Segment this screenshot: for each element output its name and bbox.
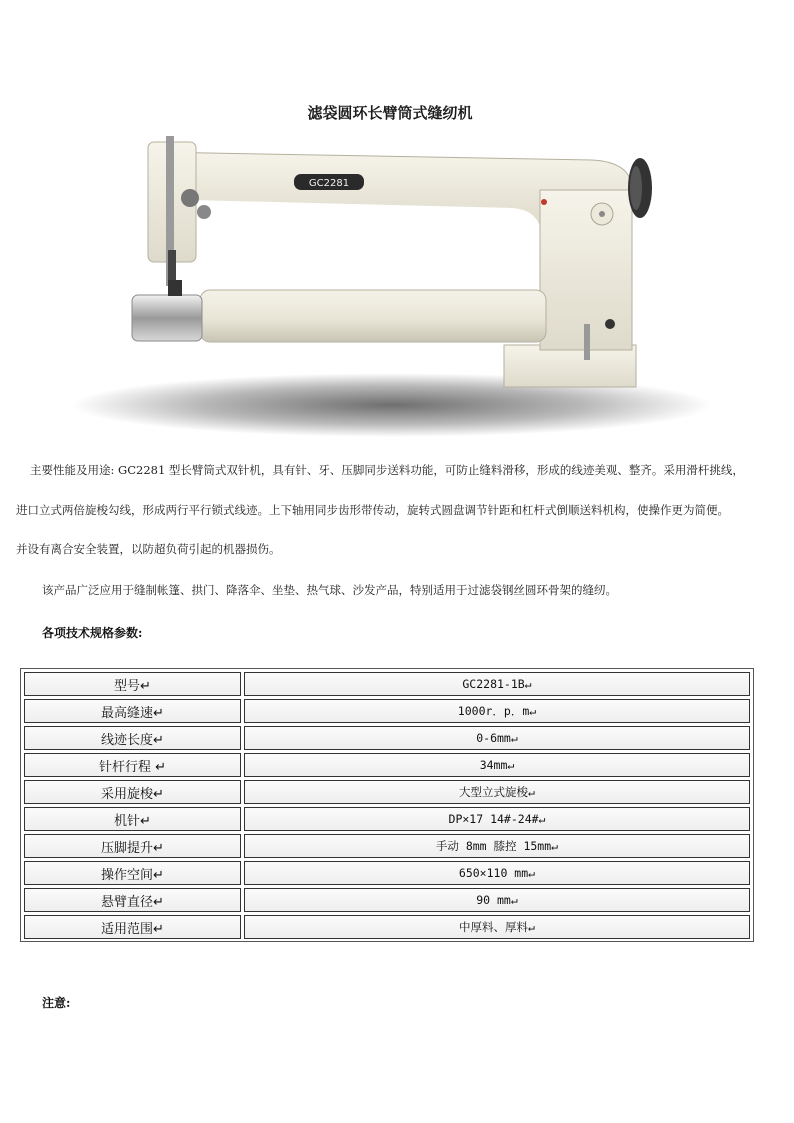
intro-line-3: 并设有离合安全装置，以防超负荷引起的机器损伤。	[16, 542, 281, 556]
table-row	[24, 726, 750, 750]
table-row	[24, 834, 750, 858]
spec-value: 1000r．p．m↵	[244, 699, 750, 723]
table-row	[24, 861, 750, 885]
spec-label: 型号↵	[24, 672, 241, 696]
spec-value: GC2281-1B↵	[244, 672, 750, 696]
table-row	[24, 672, 750, 696]
table-row	[24, 780, 750, 804]
spec-label: 悬臂直径↵	[24, 888, 241, 912]
table-row	[24, 915, 750, 939]
table-row	[24, 888, 750, 912]
spec-value: 34mm↵	[244, 753, 750, 777]
intro-line-2: 进口立式两倍旋梭勾线，形成两行平行锁式线迹。上下轴用同步齿形带传动，旋转式圆盘调节针距和杠杆式倒顺送料机构，使操作更为简便。	[16, 503, 729, 517]
sewing-machine-photo	[72, 130, 712, 440]
spec-label: 适用范围↵	[24, 915, 241, 939]
spec-label: 采用旋梭↵	[24, 780, 241, 804]
spec-label: 针杆行程 ↵	[24, 753, 241, 777]
spec-value: DP×17 14#-24#↵	[244, 807, 750, 831]
table-row	[24, 699, 750, 723]
spec-value: 中厚料、厚料↵	[244, 915, 750, 939]
spec-label: 机针↵	[24, 807, 241, 831]
spec-value: 0-6mm↵	[244, 726, 750, 750]
spec-value: 90 mm↵	[244, 888, 750, 912]
spec-table	[20, 668, 754, 942]
spec-label: 线迹长度↵	[24, 726, 241, 750]
spec-value: 650×110 mm↵	[244, 861, 750, 885]
model-badge: GC2281	[308, 178, 350, 189]
application-paragraph: 该产品广泛应用于缝制帐篷、拱门、降落伞、坐垫、热气球、沙发产品，特别适用于过滤袋钢丝圆环骨架的缝纫。	[42, 583, 617, 597]
intro-line-1: 主要性能及用途: GC2281 型长臂筒式双针机，具有针、牙、压脚同步送料功能，可防止缝料滑移，形成的线迹美观、整齐。采用滑杆挑线，	[30, 463, 744, 477]
page-title: 滤袋圆环长臂筒式缝纫机	[307, 104, 473, 122]
spec-heading: 各项技术规格参数:	[42, 626, 143, 640]
spec-label: 最高缝速↵	[24, 699, 241, 723]
table-row	[24, 753, 750, 777]
spec-value: 手动 8mm 膝控 15mm↵	[244, 834, 750, 858]
spec-value: 大型立式旋梭↵	[244, 780, 750, 804]
spec-label: 操作空间↵	[24, 861, 241, 885]
note-label: 注意:	[42, 996, 71, 1010]
spec-label: 压脚提升↵	[24, 834, 241, 858]
table-row	[24, 807, 750, 831]
